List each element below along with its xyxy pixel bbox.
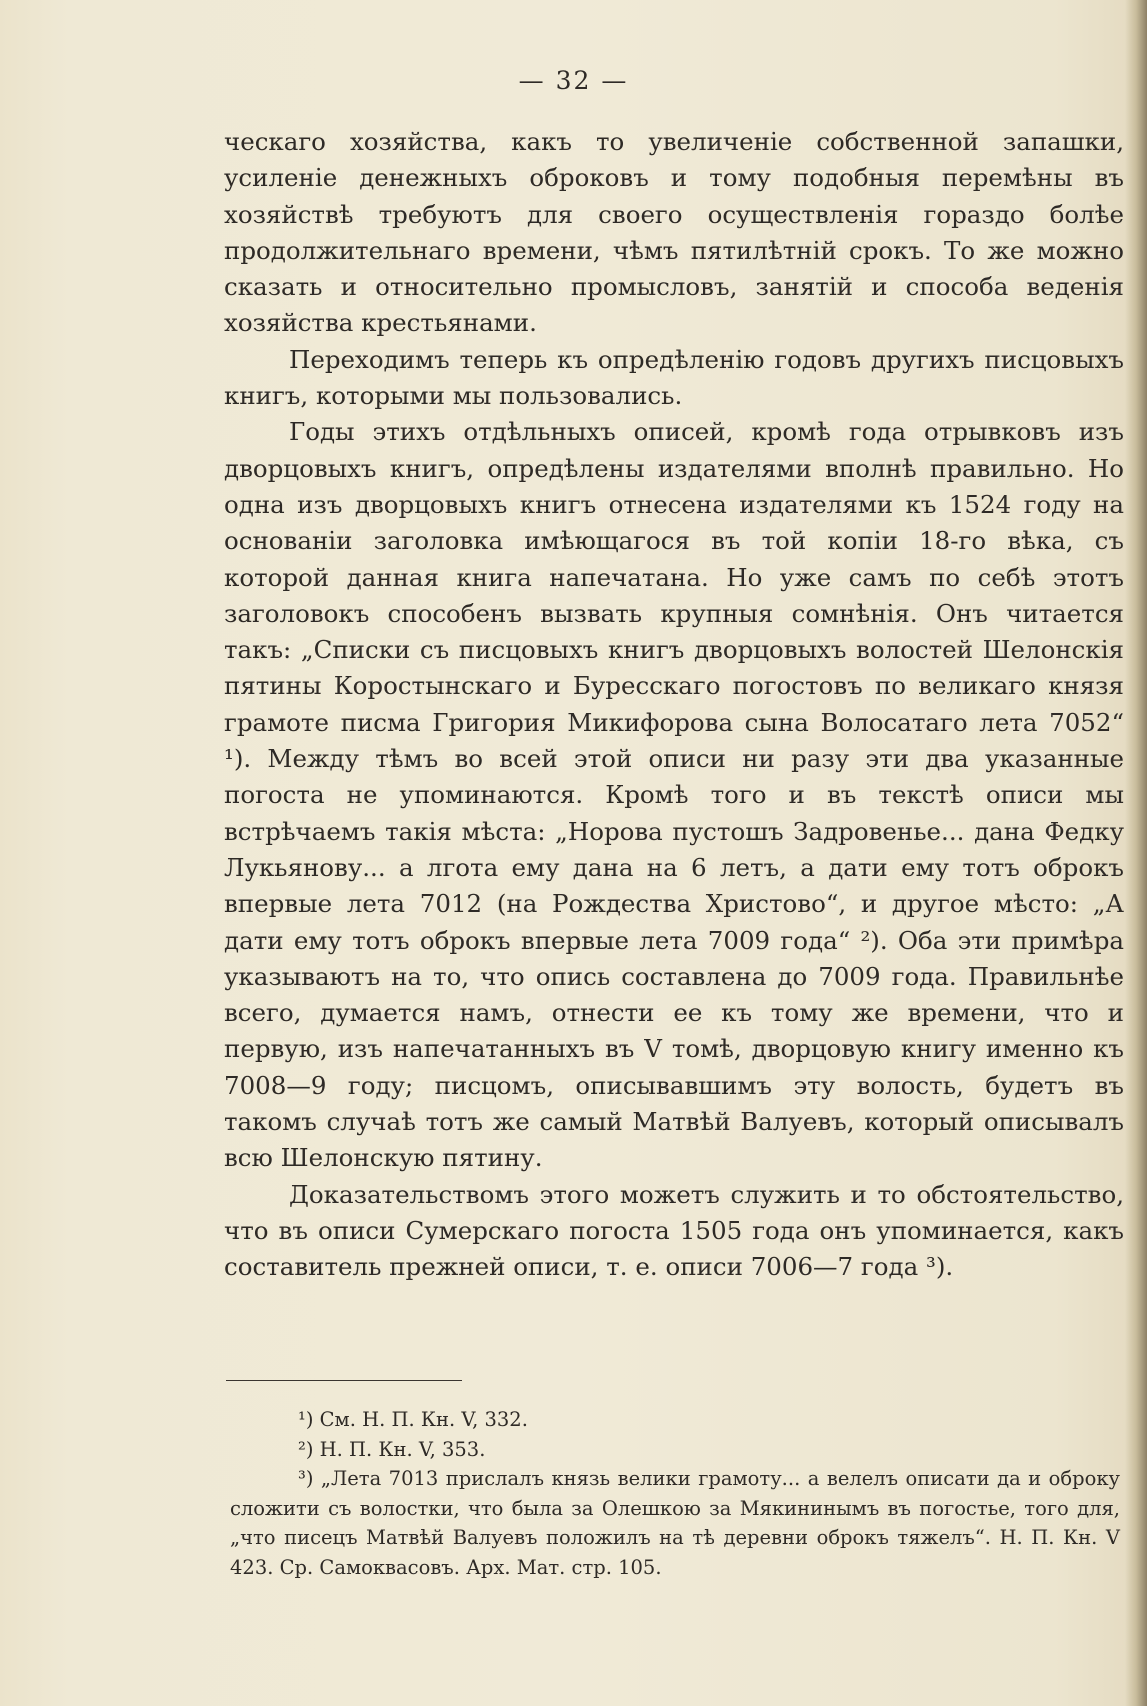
footnote: ¹) См. Н. П. Кн. V, 332. [298,1408,528,1431]
paragraph: Годы этихъ отдѣльныхъ описей, кромѣ года отрывковъ изъ дворцовыхъ книгъ, опредѣлены издателями вполнѣ правильно. Но одна изъ дворцовыхъ книгъ отнесена издателями къ 1524 году на основанiи заголовка имѣющагося въ той копiи 18-го вѣка, съ которой данная книга напечатана. Но уже самъ по себѣ этотъ заголовокъ способенъ вызвать крупныя сомнѣнiя. Онъ читается такъ: „Списки съ писцовыхъ книгъ дворцовыхъ волостей Шелонскiя пятины Коростынскаго и Буресскаго погостовъ по великаго князя грамоте писма Григория Микифорова сына Волосатаго лета 7052“ ¹). Между тѣмъ во всей этой описи ни разу эти два указанные погоста не упоминаются. Кромѣ того и въ текстѣ описи мы встрѣчаемъ такiя мѣста: „Норова пустошъ Задровенье... дана Федку Лукьянову... а лгота ему дана на 6 летъ, а дати ему тотъ оброкъ впервые лета 7012 (на Рождества Христово“, и другое мѣсто: „А дати ему тотъ оброкъ впервые лета 7009 года“ ²). Оба эти примѣра указываютъ на то, что опись составлена до 7009 года. Правильнѣе всего, думается намъ, отнести ее къ тому же времени, что и первую, изъ напечатанныхъ въ V томѣ, дворцовую книгу именно къ 7008—9 году; писцомъ, описывавшимъ эту волость, будетъ въ такомъ случаѣ тотъ же самый Матвѣй Валуевъ, который описывалъ всю Шелонскую пятину. [224,417,1124,1173]
paragraph-continued: ческаго хозяйства, какъ то увеличенiе собственной запашки, усиленiе денежныхъ оброковъ и тому подобныя перемѣны въ хозяйствѣ требуютъ для своего осуществленiя гораздо болѣе продолжительнаго времени, чѣмъ пятилѣтнiй срокъ. То же можно сказать и относительно промысловъ, занятiй и способа веденiя хозяйства крестьянами. [224,127,1124,338]
paragraph: Доказательствомъ этого можетъ служить и то обстоятельство, что въ описи Сумерскаго погоста 1505 года онъ упоминается, какъ составитель прежней описи, т. е. описи 7006—7 года ³). [224,1179,1124,1282]
footnote: ²) Н. П. Кн. V, 353. [298,1437,486,1461]
main-text [224,124,1124,1286]
footnote: ³) „Лета 7013 прислалъ князь велики грамоту... а велелъ описати да и оброку сложити съ волостки, что была за Олешкою за Мякининымъ въ погостье, того для, „что писецъ Матвѣй Валуевъ положилъ на тѣ деревни оброкъ тяжелъ“. Н. П. Кн. V 423. Ср. Самоквасовъ. Арх. Мат. стр. 105. [230,1467,1120,1579]
footnote-divider [226,1380,462,1381]
footnotes [230,1405,1120,1583]
page-number: — 32 — [518,66,629,95]
paragraph: Переходимъ теперь къ опредѣленiю годовъ другихъ писцовыхъ книгъ, которыми мы пользовались. [224,344,1124,411]
page-edge-shadow [1125,0,1147,1706]
